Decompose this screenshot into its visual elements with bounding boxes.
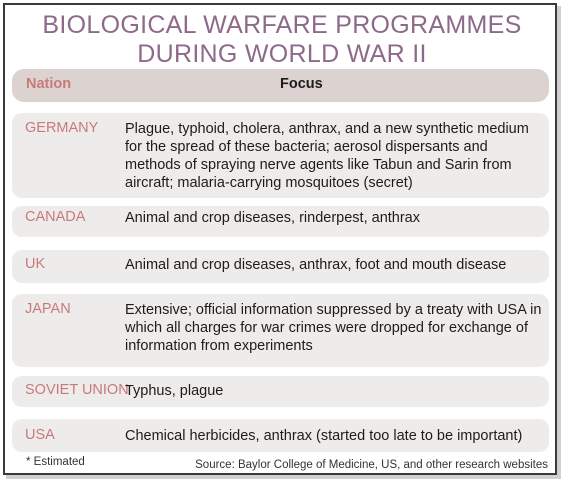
nation-cell: CANADA: [25, 209, 86, 225]
footnote: * Estimated: [26, 456, 85, 468]
nation-cell: USA: [25, 427, 55, 443]
header-nation: Nation: [26, 76, 72, 92]
focus-cell: Animal and crop diseases, anthrax, foot and mouth disease: [125, 257, 507, 273]
focus-cell: Chemical herbicides, anthrax (started too late to be important): [125, 428, 523, 444]
title-line-2: DURING WORLD WAR II: [137, 40, 427, 68]
nation-cell: UK: [25, 256, 46, 272]
table-row-soviet-union: [12, 376, 549, 407]
table-row-canada: [12, 206, 549, 237]
table-row-uk: [12, 250, 549, 283]
source-note: Source: Baylor College of Medicine, US, and other research websites: [195, 459, 548, 471]
title-line-1: BIOLOGICAL WARFARE PROGRAMMES: [42, 11, 522, 39]
table-row-usa: [12, 419, 549, 452]
nation-cell: JAPAN: [25, 301, 71, 317]
nation-cell: GERMANY: [25, 120, 99, 136]
focus-cell: Plague, typhoid, cholera, anthrax, and a new synthetic medium for the spread of these bacteria; aerosol dispersants and methods of spraying nerve agents like Tabun and Sarin from aircraft; malaria-carrying mosquitoes (secret): [125, 121, 529, 191]
frame-shadow-bottom: [6, 475, 561, 479]
focus-cell: Animal and crop diseases, rinderpest, anthrax: [125, 210, 420, 226]
header-focus: Focus: [280, 76, 323, 92]
table-row-japan: [12, 294, 549, 367]
focus-cell: Typhus, plague: [125, 383, 224, 399]
focus-cell: Extensive; official information suppressed by a treaty with USA in which all charges for war crimes were dropped for exchange of information from experiments: [125, 302, 542, 354]
nation-cell: SOVIET UNION: [25, 382, 129, 398]
table-row-germany: [12, 113, 549, 198]
